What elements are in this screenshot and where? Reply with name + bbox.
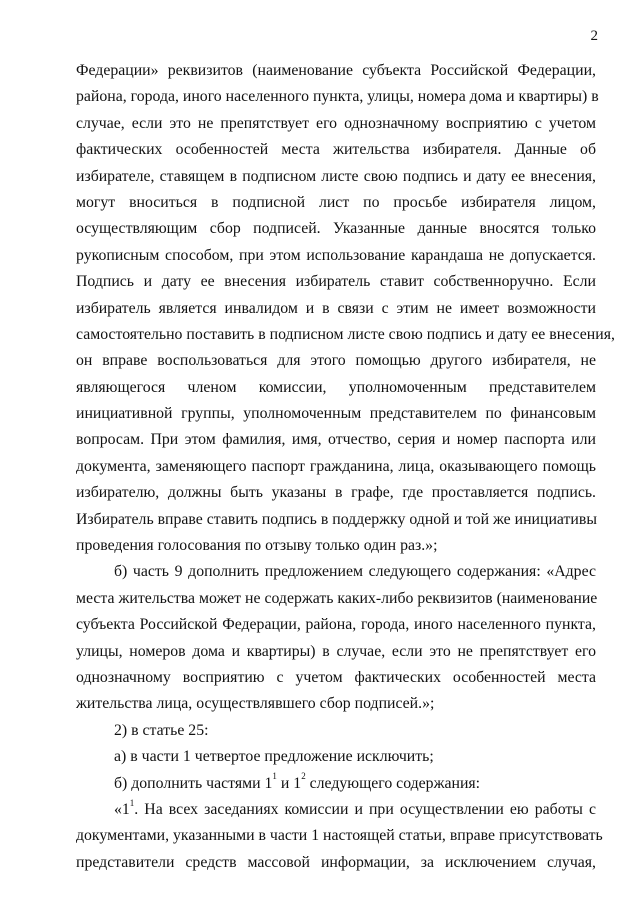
text-line: улицы, номеров дома и квартиры) в случае, если это не препятствует его	[76, 642, 596, 660]
text-line: однозначному восприятию с учетом фактических особенностей места	[76, 668, 596, 686]
text-line: случае, если это не препятствует его однозначному восприятию с учетом	[76, 114, 596, 132]
text-line: Федерации» реквизитов (наименование субъекта Российской Федерации,	[76, 62, 596, 79]
text-line: документа, заменяющего паспорт гражданина, лица, оказывающего помощь	[76, 457, 596, 475]
text-run: 1	[293, 774, 302, 792]
text-line: документами, указанными в части 1 настоящей статьи, вправе присутствовать	[76, 827, 603, 845]
text-line: Избиратель вправе ставить подпись в поддержку одной и той же инициативы	[76, 510, 597, 528]
text-line: рукописным способом, при этом использование карандаша не допускается.	[76, 246, 596, 264]
text-run: и	[276, 774, 294, 792]
text-line: жительства лица, осуществлявшего сбор подписей.»;	[76, 695, 435, 713]
text-line: он вправе воспользоваться для этого помощью другого избирателя, не	[76, 352, 596, 370]
superscript: 1	[272, 771, 277, 782]
text-line: представители средств массовой информации, за исключением случая,	[76, 853, 596, 871]
text-line: избиратель является инвалидом и в связи с этим не имеет возможности	[76, 299, 596, 317]
text-line: района, города, иного населенного пункта, улицы, номера дома и квартиры) в	[76, 88, 599, 106]
text-line: а) в части 1 четвертое предложение исключить;	[114, 748, 434, 766]
text-run: 1	[264, 774, 273, 792]
text-line: являющегося членом комиссии, уполномоченным представителем	[76, 378, 596, 396]
text-line	[76, 771, 596, 797]
superscript: 2	[301, 771, 306, 782]
superscript: 1	[129, 797, 135, 808]
text-line: субъекта Российской Федерации, района, города, иного населенного пункта,	[76, 616, 596, 634]
text-run: «1	[114, 800, 130, 818]
text-line: инициативной группы, уполномоченным представителем по финансовым	[76, 405, 596, 423]
text-line: могут вноситься в подписной лист по просьбе избирателя лицом,	[76, 193, 596, 211]
page-number: 2	[590, 28, 598, 44]
text-line	[76, 797, 596, 823]
text-line: избирателе, ставящем в подписном листе свою подпись и дату ее внесения,	[76, 167, 596, 185]
text-line: самостоятельно поставить в подписном листе свою подпись и дату ее внесения,	[76, 325, 615, 343]
text-run: следующего содержания:	[305, 774, 481, 792]
text-run: б) дополнить частями	[114, 774, 265, 792]
text-line: осуществляющим сбор подписей. Указанные данные вносятся только	[76, 220, 596, 238]
text-line: б) часть 9 дополнить предложением следующего содержания: «Адрес	[114, 563, 596, 581]
text-line: избирателю, должны быть указаны в графе, где проставляется подпись.	[76, 484, 596, 502]
document-body	[76, 58, 615, 876]
text-line: проведения голосования по отзыву только один раз.»;	[76, 537, 438, 555]
text-line: 2) в статье 25:	[114, 721, 209, 739]
text-line: фактических особенностей места жительства избирателя. Данные об	[76, 141, 596, 159]
text-line: места жительства может не содержать каких-либо реквизитов (наименование	[76, 589, 598, 607]
text-line: вопросам. При этом фамилия, имя, отчество, серия и номер паспорта или	[76, 431, 596, 449]
text-run: . На всех заседаниях комиссии и при осуществлении ею работы с	[134, 800, 596, 818]
text-line: Подпись и дату ее внесения избиратель ставит собственноручно. Если	[76, 273, 596, 291]
